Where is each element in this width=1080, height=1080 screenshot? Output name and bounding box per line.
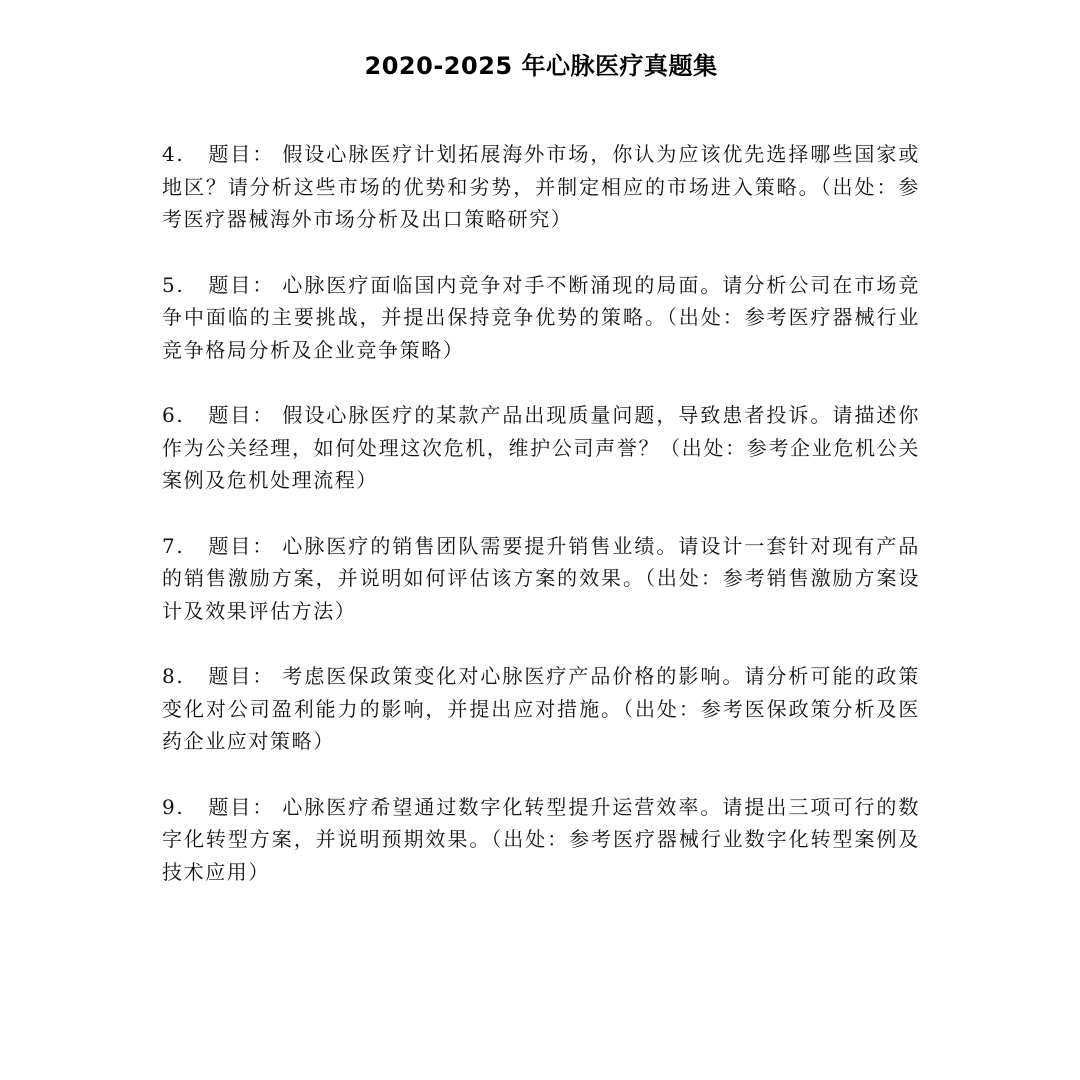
question-number: 4.	[162, 142, 185, 166]
question-number: 8.	[162, 664, 185, 688]
question-number: 9.	[162, 794, 185, 819]
question-number: 6.	[162, 403, 185, 427]
question-item-6	[162, 399, 920, 497]
question-text: 考虑医保政策变化对心脉医疗产品价格的影响。请分析可能的政策变化对公司盈利能力的影响，并提出应对措施。（出处：参考医保政策分析及医药企业应对策略）	[162, 664, 920, 753]
question-item-7	[162, 530, 920, 628]
question-label: 题目：	[208, 403, 275, 427]
question-list	[162, 138, 920, 888]
question-label: 题目：	[208, 533, 275, 558]
question-text: 心脉医疗的销售团队需要提升销售业绩。请设计一套针对现有产品的销售激励方案，并说明如何评估该方案的效果。（出处：参考销售激励方案设计及效果评估方法）	[162, 533, 920, 623]
question-label: 题目：	[208, 142, 275, 166]
question-label: 题目：	[208, 794, 275, 819]
question-text: 假设心脉医疗的某款产品出现质量问题，导致患者投诉。请描述你作为公关经理，如何处理这次危机，维护公司声誉？（出处：参考企业危机公关案例及危机处理流程）	[162, 403, 920, 492]
document-title: 2020-2025 年心脉医疗真题集	[364, 52, 718, 80]
question-text: 心脉医疗希望通过数字化转型提升运营效率。请提出三项可行的数字化转型方案，并说明预期效果。（出处：参考医疗器械行业数字化转型案例及技术应用）	[162, 794, 920, 884]
question-item-4	[162, 138, 920, 236]
question-item-8	[162, 660, 920, 758]
question-text: 假设心脉医疗计划拓展海外市场，你认为应该优先选择哪些国家或地区？请分析这些市场的优势和劣势，并制定相应的市场进入策略。（出处：参考医疗器械海外市场分析及出口策略研究）	[162, 142, 920, 231]
question-text: 心脉医疗面临国内竞争对手不断涌现的局面。请分析公司在市场竞争中面临的主要挑战，并提出保持竞争优势的策略。（出处：参考医疗器械行业竞争格局分析及企业竞争策略）	[162, 272, 920, 362]
question-number: 5.	[162, 272, 185, 297]
question-label: 题目：	[208, 272, 275, 297]
question-number: 7.	[162, 533, 185, 558]
question-item-9	[162, 791, 920, 889]
question-item-5	[162, 269, 920, 367]
question-label: 题目：	[208, 664, 275, 688]
